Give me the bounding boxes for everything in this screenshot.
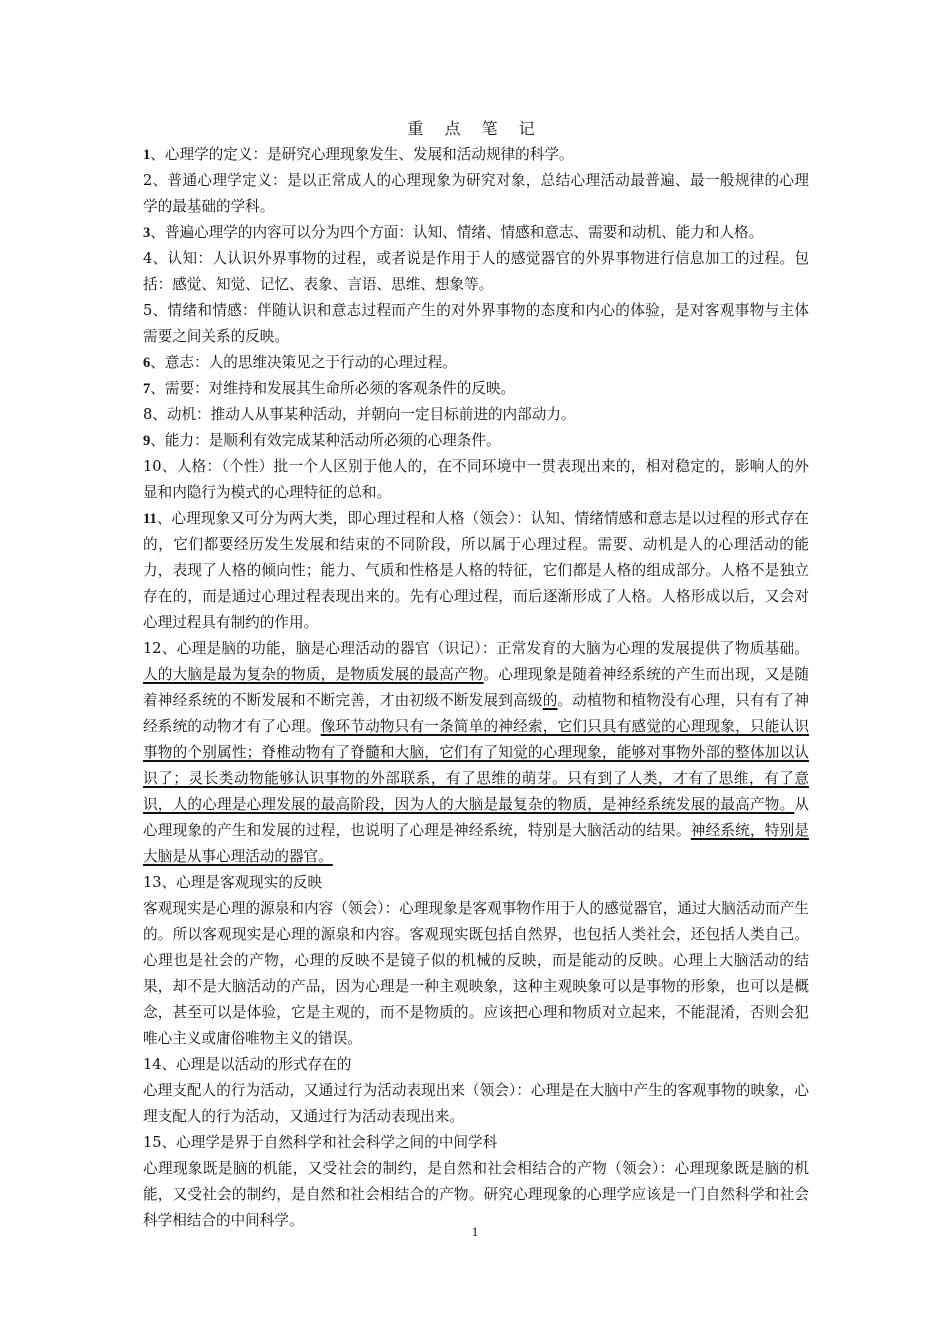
item-number: 4	[143, 250, 153, 267]
notes-body	[143, 142, 809, 1234]
note-item-15-body: 心理现象既是脑的机能，又受社会的制约，是自然和社会相结合的产物（领会）：心理现象既是脑的机能，又受社会的制约，是自然和社会相结合的产物。研究心理现象的心理学应该是一门自然科学和社会科学相结合的中间科学。	[143, 1160, 809, 1229]
item-text: 、心理是脑的功能，脑是心理活动的器官（识记）：正常发育的大脑为心理的发展提供了物质基础。	[161, 640, 809, 657]
item-text: 、心理现象又可分为两大类，即心理过程和人格（领会）：认知、情绪情感和意志是以过程的形式存在的，它们都要经历发生发展和结束的不同阶段，所以属于心理过程。需要、动机是人的心理活动的能力，表现了人格的倾向性；能力、气质和性格是人格的特征，它们都是人格的组成部分。人格不是独立存在的，而是通过心理过程表现出来的。先有心理过程，而后逐渐形成了人格。人格形成以后，又会对心理过程具有制约的作用。	[143, 510, 809, 631]
item-number: 10	[143, 458, 162, 475]
item-number: 13	[143, 874, 162, 891]
underlined-text: 人的大脑是最为复杂的物质，是物质发展的最高产物	[143, 666, 484, 683]
note-item-3	[143, 220, 809, 246]
note-item-8	[143, 402, 809, 428]
item-number: 5	[143, 302, 153, 319]
item-text: 、普通心理学定义：是以正常成人的心理现象为研究对象，总结心理活动最普遍、最一般规律的心理学的最基础的学科。	[143, 172, 809, 215]
note-item-12	[143, 636, 809, 870]
item-text: 、认知：人认识外界事物的过程，或者说是作用于人的感觉器官的外界事物进行信息加工的过程。包括：感觉、知觉、记忆、表象、言语、思维、想象等。	[143, 250, 809, 293]
item-number: 8	[143, 406, 153, 423]
item-text: 、普遍心理学的内容可以分为四个方面：认知、情绪、情感和意志、需要和动机、能力和人格。	[150, 224, 764, 241]
note-item-10	[143, 454, 809, 506]
note-item-14-heading	[143, 1052, 809, 1078]
note-item-4	[143, 246, 809, 298]
item-text: 、情绪和情感：伴随认识和意志过程而产生的对外界事物的态度和内心的体验，是对客观事物与主体需要之间关系的反映。	[143, 302, 809, 345]
item-text: 、动机：推动人从事某种活动，并朝向一定目标前进的内部动力。	[152, 406, 576, 423]
note-item-7	[143, 376, 809, 402]
item-number: 14	[143, 1056, 162, 1073]
item-heading: 、心理是客观现实的反映	[161, 874, 323, 891]
item-number: 9	[143, 433, 151, 449]
item-number: 6	[143, 355, 151, 371]
item-text: 、能力：是顺利有效完成某种活动所必须的心理条件。	[150, 432, 501, 449]
item-text: 、意志：人的思维决策见之于行动的心理过程。	[150, 354, 457, 371]
item-number: 11	[143, 511, 157, 527]
item-number: 1	[143, 147, 151, 163]
item-heading: 、心理学是界于自然科学和社会科学之间的中间学科	[161, 1134, 498, 1151]
note-item-11	[143, 506, 809, 636]
note-item-15-heading	[143, 1130, 809, 1156]
item-number: 15	[143, 1134, 162, 1151]
page-title: 重 点 笔 记	[407, 119, 543, 138]
underlined-text: 的	[542, 692, 558, 709]
note-item-1	[143, 142, 809, 168]
page-number: 1	[471, 1224, 479, 1239]
note-item-13-body: 客观现实是心理的源泉和内容（领会）：心理现象是客观事物作用于人的感觉器官，通过大脑活动而产生的。所以客观现实是心理的源泉和内容。客观现实既包括自然界，也包括人类社会，还包括人类自己。心理也是社会的产物，心理的反映不是镜子似的机械的反映，而是能动的反映。心理上大脑活动的结果，却不是大脑活动的产品，因为心理是一种主观映象，这种主观映象可以是事物的形象，也可以是概念，甚至可以是体验，它是主观的，而不是物质的。应该把心理和物质对立起来，不能混淆，否则会犯唯心主义或庸俗唯物主义的错误。	[143, 900, 809, 1047]
item-heading: 、心理是以活动的形式存在的	[161, 1056, 352, 1073]
note-item-14-body: 心理支配人的行为活动，又通过行为活动表现出来（领会）：心理是在大脑中产生的客观事物的映象，心理支配人的行为活动，又通过行为活动表现出来。	[143, 1082, 809, 1125]
note-item-5	[143, 298, 809, 350]
item-text: 。动植物和植物没有心理，只有有了神经系统的动物才有了心理。	[143, 692, 809, 735]
note-item-2	[143, 168, 809, 220]
note-item-13-heading	[143, 870, 809, 896]
item-number: 7	[143, 381, 151, 397]
item-number: 2	[143, 172, 153, 189]
underlined-text: 像环节动物只有一条简单的神经索，它们只具有感觉的心理现象，只能认识事物的个别属性；脊椎动物有了脊髓和大脑，它们有了知觉的心理现象，能够对事物外部的整体加以认识了；灵长类动物能够认识事物的外部联系，有了思维的萌芽。只有到了人类，才有了思维，有了意识，人的心理是心理发展的最高阶段，因为人的大脑是最复杂的物质，是神经系统发展的最高产物。	[143, 718, 809, 813]
item-text: 、需要：对维持和发展其生命所必须的客观条件的反映。	[150, 380, 516, 397]
underlined-text: 神经系统，特别是大脑是从事心理活动的器官。	[143, 822, 809, 865]
item-text: 、人格：（个性）批一个人区别于他人的，在不同环境中一贯表现出来的，相对稳定的，影响人的外显和内隐行为模式的心理特征的总和。	[143, 458, 809, 501]
item-number: 3	[143, 225, 151, 241]
item-text: 。心理现象是随着神经系统的产生而出现，又是随着神经系统的不断发展和不断完善，才由初级不断发展到高级	[143, 666, 809, 709]
item-number: 12	[143, 640, 162, 657]
item-text: 从心理现象的产生和发展的过程，也说明了心理是神经系统，特别是大脑活动的结果。	[143, 796, 809, 839]
item-text: 、心理学的定义：是研究心理现象发生、发展和活动规律的科学。	[150, 146, 574, 163]
note-item-9	[143, 428, 809, 454]
note-item-6	[143, 350, 809, 376]
